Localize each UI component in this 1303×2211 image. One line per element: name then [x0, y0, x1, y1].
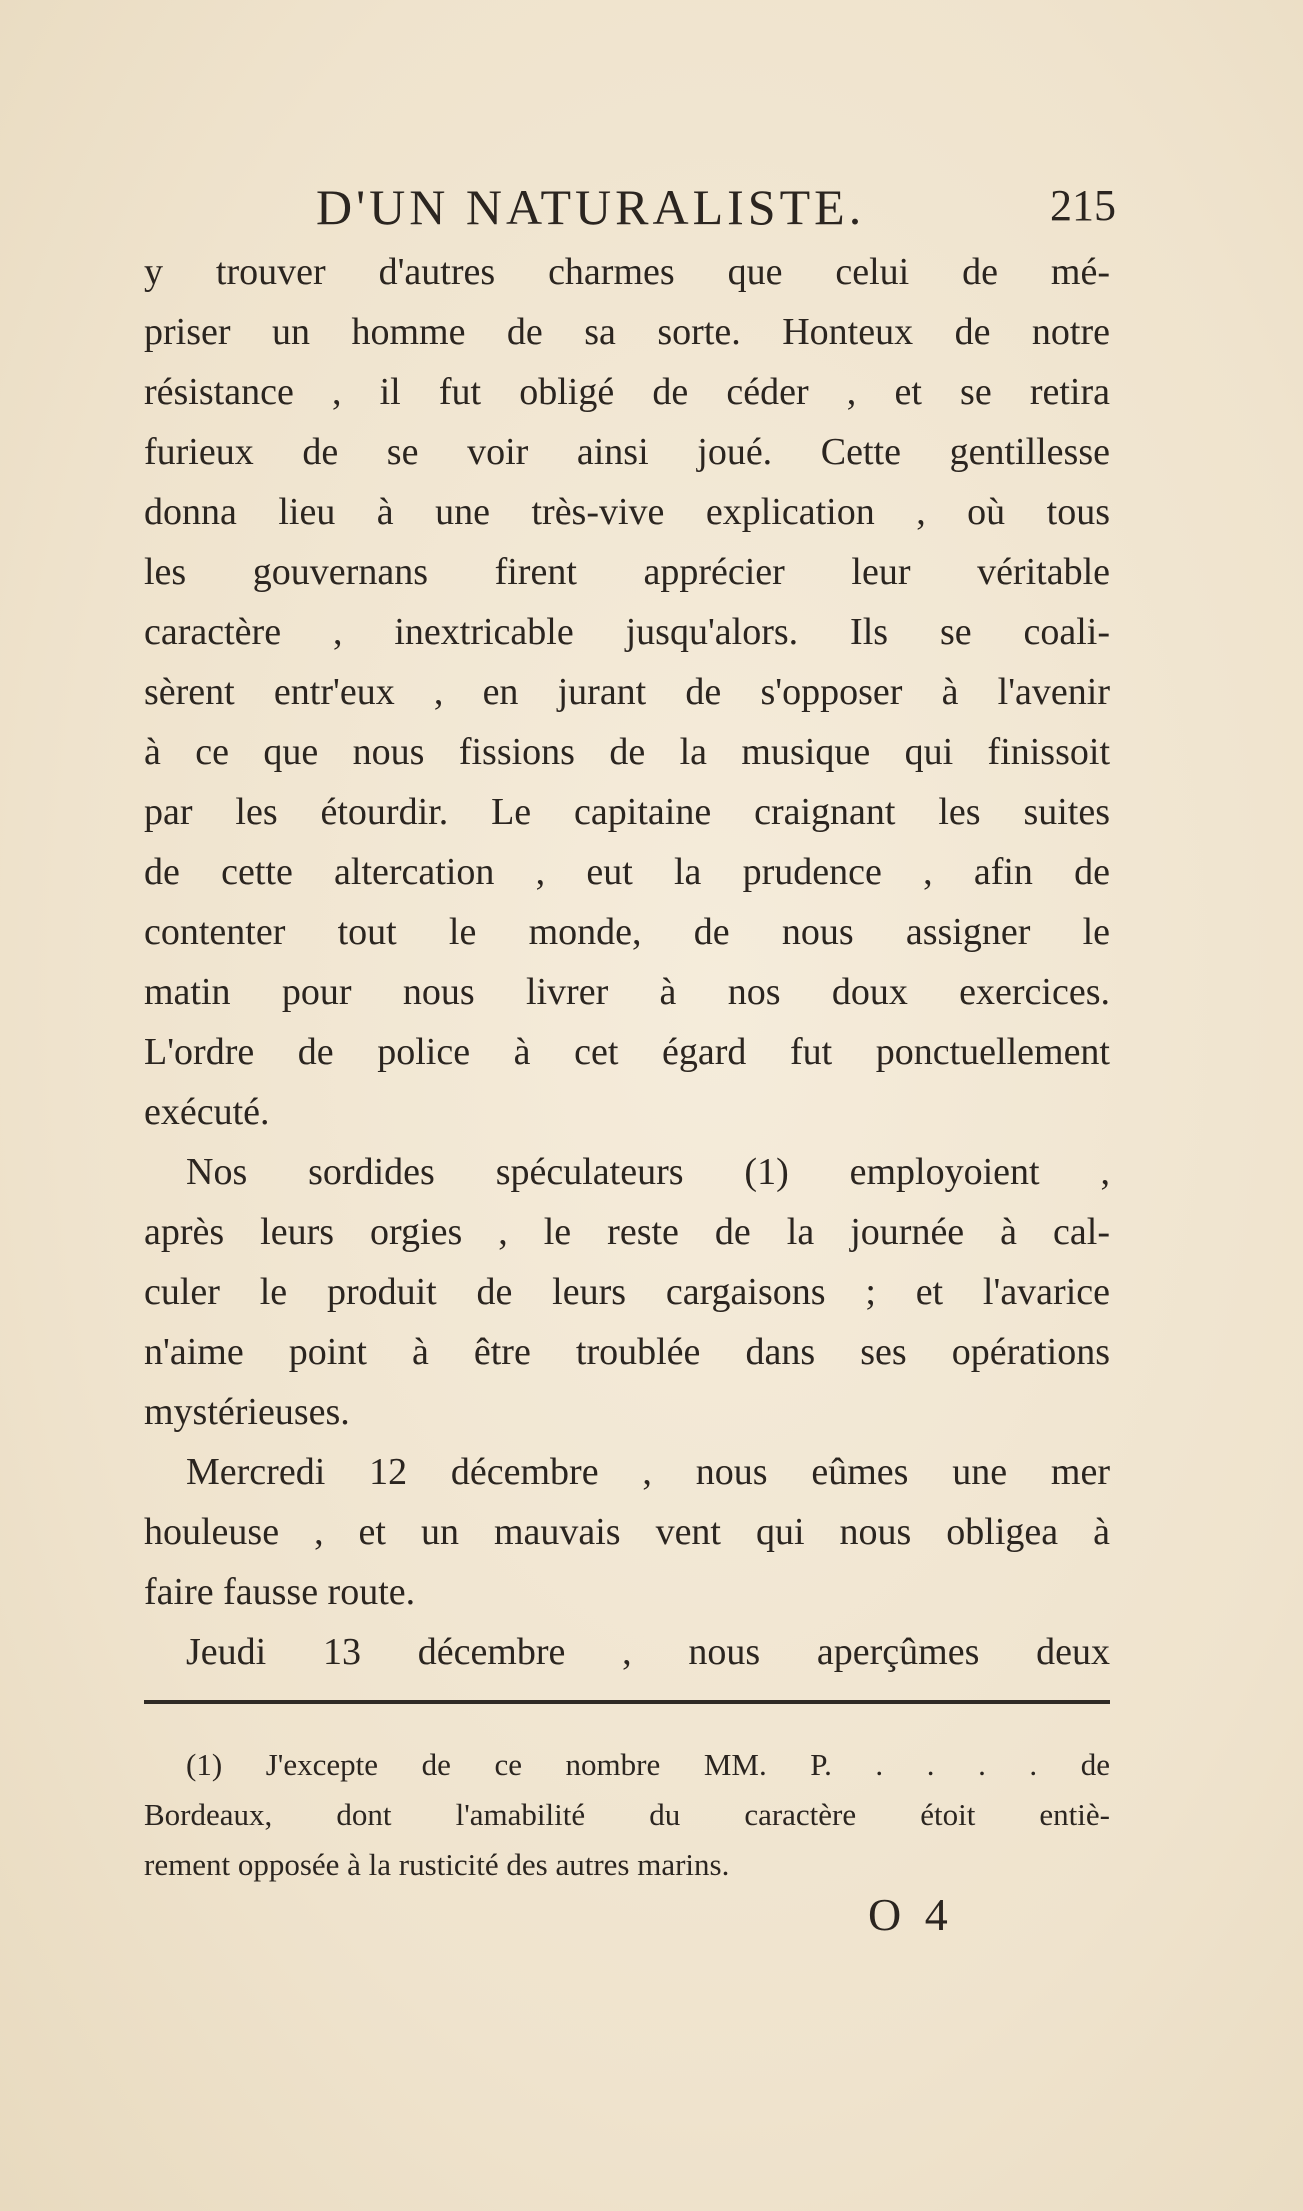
text-line: mystérieuses. [144, 1391, 350, 1433]
text-line: caractère , inextricable jusqu'alors. Ils se coali- [144, 611, 1110, 653]
paragraph-start-line: Nos sordides spéculateurs (1) employoient , [186, 1151, 1110, 1193]
text-line: exécuté. [144, 1091, 270, 1133]
text-line: furieux de se voir ainsi joué. Cette gentillesse [144, 431, 1110, 473]
text-line: après leurs orgies , le reste de la journée à cal- [144, 1211, 1110, 1253]
footnote-rule [144, 1700, 1110, 1704]
footnote-line: (1) J'excepte de ce nombre MM. P. . . . . de [186, 1747, 1110, 1782]
text-line: y trouver d'autres charmes que celui de mé- [144, 251, 1110, 293]
footnote [144, 1740, 1110, 1890]
paragraph-start-line: Jeudi 13 décembre , nous aperçûmes deux [186, 1631, 1110, 1673]
text-line: donna lieu à une très-vive explication , où tous [144, 491, 1110, 533]
text-line: faire fausse route. [144, 1571, 416, 1613]
body-text [144, 242, 1110, 1682]
text-line: à ce que nous fissions de la musique qui finissoit [144, 731, 1110, 773]
text-line: résistance , il fut obligé de céder , et se retira [144, 371, 1110, 413]
running-title: D'UN NATURALISTE. [316, 179, 866, 235]
text-line: n'aime point à être troublée dans ses opérations [144, 1331, 1110, 1373]
text-line: les gouvernans firent apprécier leur véritable [144, 551, 1110, 593]
text-line: contenter tout le monde, de nous assigner le [144, 911, 1110, 953]
text-line: par les étourdir. Le capitaine craignant les suites [144, 791, 1110, 833]
signature-mark: O 4 [868, 1889, 954, 1940]
text-line: culer le produit de leurs cargaisons ; et l'avarice [144, 1271, 1110, 1313]
text-line: L'ordre de police à cet égard fut ponctuellement [144, 1031, 1110, 1073]
text-line: priser un homme de sa sorte. Honteux de notre [144, 311, 1110, 353]
text-line: sèrent entr'eux , en jurant de s'opposer à l'avenir [144, 671, 1110, 713]
footnote-line: rement opposée à la rusticité des autres marins. [144, 1847, 730, 1882]
text-line: houleuse , et un mauvais vent qui nous obligea à [144, 1511, 1110, 1553]
text-line: matin pour nous livrer à nos doux exercices. [144, 971, 1110, 1013]
text-line: de cette altercation , eut la prudence , afin de [144, 851, 1110, 893]
page-number: 215 [1050, 181, 1116, 230]
footnote-line: Bordeaux, dont l'amabilité du caractère étoit entiè- [144, 1797, 1110, 1832]
page-header [316, 178, 1116, 248]
paragraph-start-line: Mercredi 12 décembre , nous eûmes une mer [186, 1451, 1110, 1493]
